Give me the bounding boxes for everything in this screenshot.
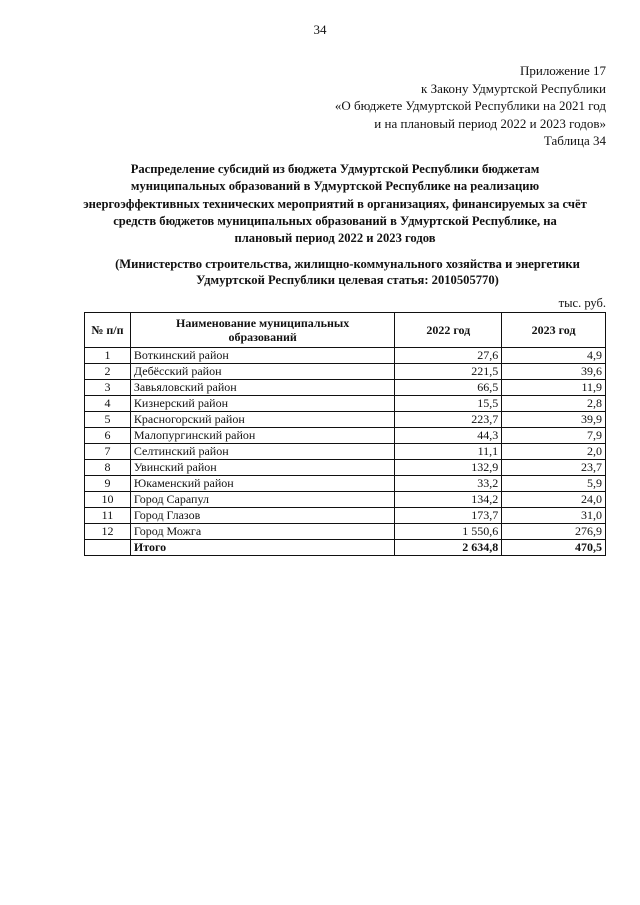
appendix-line: и на плановый период 2022 и 2023 годов»	[374, 115, 606, 131]
appendix-line: Приложение 17	[519, 63, 606, 78]
table-row	[85, 428, 606, 444]
title-line: муниципальных образований в Удмуртской Республике на реализацию	[130, 179, 540, 194]
row-number-cell: 10	[85, 492, 131, 508]
title-line: плановый период 2022 и 2023 годов	[234, 231, 436, 246]
value-2023-cell: 4,9	[502, 348, 606, 364]
table-row	[85, 348, 606, 364]
title-line: средств бюджетов муниципальных образований в Удмуртской Республике, на	[113, 213, 557, 228]
municipality-name-cell: Воткинский район	[130, 348, 395, 364]
table-row	[85, 460, 606, 476]
row-number-cell: 12	[85, 524, 131, 540]
value-2022-cell: 33,2	[395, 476, 502, 492]
total-2022: 2 634,8	[395, 540, 502, 556]
appendix-line: «О бюджете Удмуртской Республики на 2021 год	[334, 98, 606, 113]
total-row	[85, 540, 606, 556]
row-number-cell: 7	[85, 444, 131, 460]
value-2022-cell: 223,7	[395, 412, 502, 428]
value-2023-cell: 2,0	[502, 444, 606, 460]
row-number-cell: 9	[85, 476, 131, 492]
appendix-header	[276, 62, 606, 150]
value-2023-cell: 31,0	[502, 508, 606, 524]
municipality-name-cell: Дебёсский район	[130, 364, 395, 380]
table-body	[85, 348, 606, 540]
title-line: энергоэффективных технических мероприятий в организациях, финансируемых за счёт	[83, 196, 587, 211]
value-2022-cell: 11,1	[395, 444, 502, 460]
value-2023-cell: 276,9	[502, 524, 606, 540]
value-2022-cell: 44,3	[395, 428, 502, 444]
header-num: № п/п	[85, 313, 131, 348]
value-2023-cell: 24,0	[502, 492, 606, 508]
document-title	[70, 161, 600, 247]
subtitle-line: Удмуртской Республики целевая статья: 2010505770)	[196, 273, 499, 287]
value-2022-cell: 132,9	[395, 460, 502, 476]
table-row	[85, 444, 606, 460]
header-2023: 2023 год	[502, 313, 606, 348]
table-row	[85, 492, 606, 508]
row-number-cell: 3	[85, 380, 131, 396]
value-2023-cell: 23,7	[502, 460, 606, 476]
table-row	[85, 396, 606, 412]
municipality-name-cell: Город Сарапул	[130, 492, 395, 508]
value-2022-cell: 1 550,6	[395, 524, 502, 540]
units-label: тыс. руб.	[558, 296, 606, 310]
row-number-cell: 6	[85, 428, 131, 444]
row-number-cell: 11	[85, 508, 131, 524]
row-number-cell: 5	[85, 412, 131, 428]
value-2022-cell: 221,5	[395, 364, 502, 380]
value-2023-cell: 11,9	[502, 380, 606, 396]
table-row	[85, 476, 606, 492]
table-label: Таблица 34	[543, 133, 606, 148]
value-2022-cell: 173,7	[395, 508, 502, 524]
value-2022-cell: 15,5	[395, 396, 502, 412]
value-2022-cell: 66,5	[395, 380, 502, 396]
header-name	[130, 313, 395, 348]
total-num-cell	[85, 540, 131, 556]
table-row	[85, 508, 606, 524]
table-header-row	[85, 313, 606, 348]
value-2023-cell: 5,9	[502, 476, 606, 492]
table-row	[85, 364, 606, 380]
title-line: Распределение субсидий из бюджета Удмуртской Республики бюджетам	[130, 162, 540, 176]
value-2023-cell: 7,9	[502, 428, 606, 444]
value-2023-cell: 39,6	[502, 364, 606, 380]
header-2022: 2022 год	[395, 313, 502, 348]
total-label: Итого	[130, 540, 395, 556]
subtitle-line: (Министерство строительства, жилищно-коммунального хозяйства и энергетики	[115, 257, 580, 271]
row-number-cell: 8	[85, 460, 131, 476]
municipality-name-cell: Город Глазов	[130, 508, 395, 524]
table-row	[85, 380, 606, 396]
header-name-line: Наименование муниципальных	[176, 316, 350, 330]
document-subtitle	[95, 256, 600, 288]
municipality-name-cell: Город Можга	[130, 524, 395, 540]
row-number-cell: 1	[85, 348, 131, 364]
municipality-name-cell: Завьяловский район	[130, 380, 395, 396]
table-row	[85, 412, 606, 428]
value-2023-cell: 2,8	[502, 396, 606, 412]
value-2023-cell: 39,9	[502, 412, 606, 428]
row-number-cell: 2	[85, 364, 131, 380]
municipality-name-cell: Увинский район	[130, 460, 395, 476]
page-number: 34	[313, 22, 327, 37]
municipality-name-cell: Красногорский район	[130, 412, 395, 428]
value-2022-cell: 27,6	[395, 348, 502, 364]
municipality-name-cell: Малопургинский район	[130, 428, 395, 444]
municipality-name-cell: Селтинский район	[130, 444, 395, 460]
header-name-line: образований	[228, 330, 297, 344]
appendix-line: к Закону Удмуртской Республики	[421, 80, 606, 96]
municipality-name-cell: Кизнерский район	[130, 396, 395, 412]
subsidy-table	[84, 312, 606, 556]
value-2022-cell: 134,2	[395, 492, 502, 508]
total-2023: 470,5	[502, 540, 606, 556]
row-number-cell: 4	[85, 396, 131, 412]
table-row	[85, 524, 606, 540]
municipality-name-cell: Юкаменский район	[130, 476, 395, 492]
